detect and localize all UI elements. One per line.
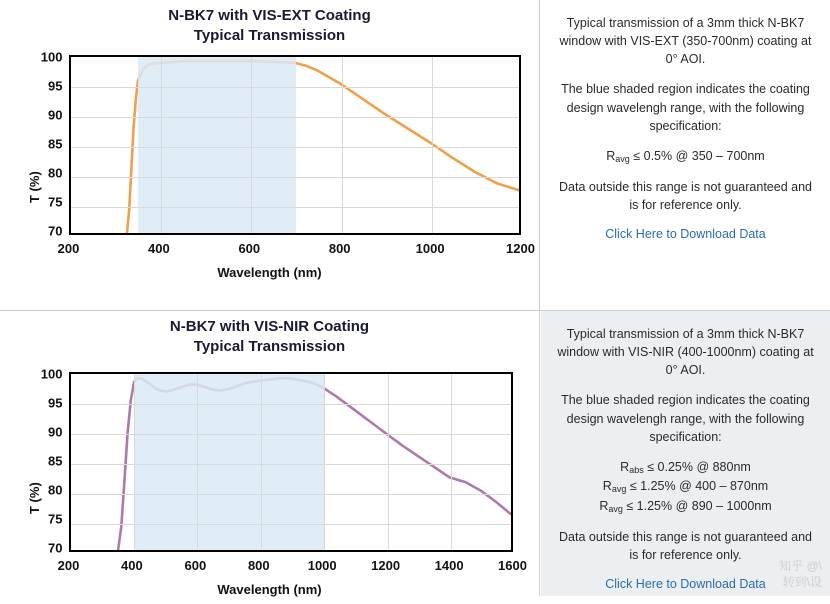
chart-title-line1: N-BK7 with VIS-EXT Coating	[168, 7, 371, 24]
spec-list-vis-nir	[557, 458, 814, 517]
chart-title-vis-ext	[0, 0, 539, 47]
watermark-line-2: 转到\设	[782, 574, 822, 589]
y-axis-label-vis-ext: T (%)	[26, 170, 42, 203]
y-tick-100: 100	[40, 49, 63, 64]
x-tick-400: 400	[148, 240, 170, 256]
watermark-line-1: 知乎 @\	[779, 558, 822, 573]
x-tick-1400: 1400	[434, 557, 464, 573]
download-data-link-vis-nir[interactable]: Click Here to Download Data	[605, 576, 766, 591]
info-paragraph-2: The blue shaded region indicates the coating design wavelengh range, with the following specification:	[561, 82, 810, 133]
x-tick-1200: 1200	[506, 240, 535, 256]
spec-item: $R_{avg} \le 1.25\%$ @ 890 – 1000nm	[599, 498, 772, 514]
y-tick-90: 90	[48, 424, 63, 439]
x-tick-1600: 1600	[498, 557, 527, 573]
y-tick-95: 95	[48, 395, 63, 410]
chart-cell-vis-ext	[0, 0, 540, 310]
x-tick-1200: 1200	[371, 557, 401, 573]
plot-box-vis-nir	[69, 372, 513, 552]
x-tick-600: 600	[238, 240, 261, 256]
info-paragraph-1: Typical transmission of a 3mm thick N-BK7 window with VIS-NIR (400-1000nm) coating at 0° AOI.	[557, 327, 814, 378]
y-tick-75: 75	[48, 511, 63, 526]
x-tick-200: 200	[57, 240, 80, 256]
chart-title-line2: Typical Transmission	[193, 27, 346, 45]
chart-title-line1: N-BK7 with VIS-NIR Coating	[169, 318, 370, 335]
x-tick-400: 400	[121, 557, 143, 573]
info-paragraph-3: Data outside this range is not guaranteed and is for reference only.	[559, 530, 812, 563]
info-paragraph-3: Data outside this range is not guaranteed and is for reference only.	[559, 180, 812, 213]
x-tick-1000: 1000	[307, 557, 337, 573]
plot-area-vis-nir	[15, 364, 525, 604]
x-tick-1000: 1000	[415, 240, 445, 256]
y-tick-90: 90	[48, 107, 63, 122]
spec-item: $R_{abs} \le 0.25\%$ @ 880nm	[620, 459, 751, 475]
chart-cell-vis-nir	[0, 311, 540, 596]
plot-area-vis-ext	[15, 49, 535, 298]
info-cell-vis-nir	[541, 311, 830, 596]
y-tick-80: 80	[48, 482, 63, 497]
y-tick-100: 100	[40, 366, 63, 381]
spec-item: $R_{avg} \le 0.5\%$ @ 350 – 700nm	[606, 148, 765, 164]
y-axis-label-vis-nir: T (%)	[26, 481, 42, 514]
x-tick-600: 600	[184, 557, 207, 573]
x-tick-800: 800	[247, 557, 270, 573]
info-paragraph-1: Typical transmission of a 3mm thick N-BK7 window with VIS-EXT (350-700nm) coating at 0° AOI.	[559, 16, 812, 67]
plot-box-vis-ext	[69, 55, 521, 235]
chart-title-line2: Typical Transmission	[193, 338, 346, 356]
x-axis-label-vis-ext: Wavelength (nm)	[217, 264, 322, 280]
info-paragraph-2: The blue shaded region indicates the coating design wavelengh range, with the following specification:	[561, 393, 810, 444]
x-tick-800: 800	[328, 240, 351, 256]
y-tick-95: 95	[48, 78, 63, 93]
spec-list-vis-ext	[557, 147, 814, 167]
spec-item: $R_{avg} \le 1.25\%$ @ 400 – 870nm	[602, 479, 769, 495]
y-tick-70: 70	[48, 540, 63, 555]
download-data-link-vis-ext[interactable]: Click Here to Download Data	[605, 226, 766, 241]
panel-vis-nir	[0, 311, 830, 596]
x-tick-200: 200	[57, 557, 80, 573]
y-tick-85: 85	[48, 453, 63, 468]
y-tick-80: 80	[48, 165, 63, 180]
x-axis-label-vis-nir: Wavelength (nm)	[217, 581, 322, 597]
y-tick-75: 75	[48, 194, 63, 209]
y-tick-85: 85	[48, 136, 63, 151]
info-cell-vis-ext	[541, 0, 830, 310]
y-tick-70: 70	[48, 223, 63, 238]
chart-title-vis-nir	[0, 311, 539, 358]
